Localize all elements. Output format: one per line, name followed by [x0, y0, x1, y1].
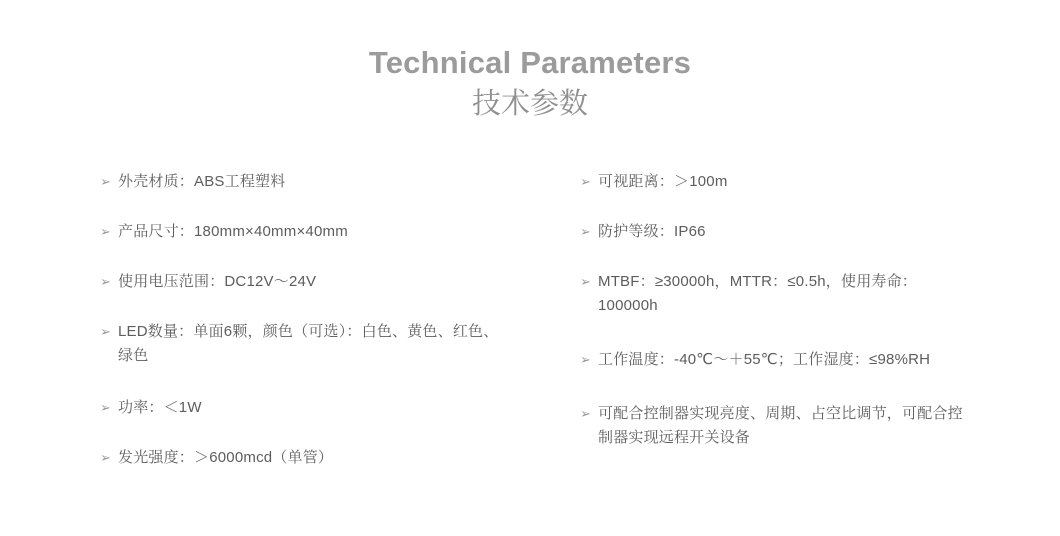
list-item: [100, 320, 506, 368]
list-item: [580, 170, 964, 194]
list-item: [100, 220, 506, 244]
arrow-bullet-icon: ➢: [580, 173, 591, 189]
spec-text: 产品尺寸：180mm×40mm×40mm: [118, 222, 348, 240]
page-heading: [0, 0, 1060, 124]
page-title-chinese: 技术参数: [471, 87, 588, 120]
specs-column-right: [532, 170, 964, 496]
specs-columns: [0, 170, 1060, 496]
specs-column-left: [100, 170, 532, 496]
arrow-bullet-icon: ➢: [100, 399, 111, 415]
arrow-bullet-icon: ➢: [100, 173, 111, 189]
list-item: [100, 446, 506, 470]
spec-text: 发光强度：＞6000mcd（单管）: [118, 448, 334, 466]
spec-text: 可配合控制器实现亮度、周期、占空比调节，可配合控制器实现远程开关设备: [598, 404, 963, 446]
arrow-bullet-icon: ➢: [580, 351, 591, 367]
list-item: [100, 396, 506, 420]
spec-text: MTBF：≥30000h，MTTR：≤0.5h，使用寿命：100000h: [598, 272, 917, 314]
spec-text: 功率：＜1W: [118, 398, 202, 416]
arrow-bullet-icon: ➢: [100, 223, 111, 239]
list-item: [100, 170, 506, 194]
spec-text: 使用电压范围：DC12V～24V: [118, 272, 317, 290]
arrow-bullet-icon: ➢: [100, 323, 111, 339]
spec-text: 可视距离：＞100m: [598, 172, 728, 190]
spec-text: 工作温度：-40℃～＋55℃；工作湿度：≤98%RH: [598, 350, 931, 368]
arrow-bullet-icon: ➢: [580, 273, 591, 289]
list-item: [580, 270, 964, 318]
list-item: [580, 348, 964, 372]
page-title-english: Technical Parameters: [368, 45, 692, 80]
spec-text: 防护等级：IP66: [598, 222, 706, 240]
list-item: [100, 270, 506, 294]
arrow-bullet-icon: ➢: [100, 449, 111, 465]
list-item: [580, 220, 964, 244]
arrow-bullet-icon: ➢: [100, 273, 111, 289]
spec-text: LED数量：单面6颗，颜色（可选）：白色、黄色、红色、绿色: [118, 322, 499, 364]
arrow-bullet-icon: ➢: [580, 223, 591, 239]
spec-text: 外壳材质：ABS工程塑料: [118, 172, 286, 190]
arrow-bullet-icon: ➢: [580, 405, 591, 421]
list-item: [580, 402, 964, 450]
